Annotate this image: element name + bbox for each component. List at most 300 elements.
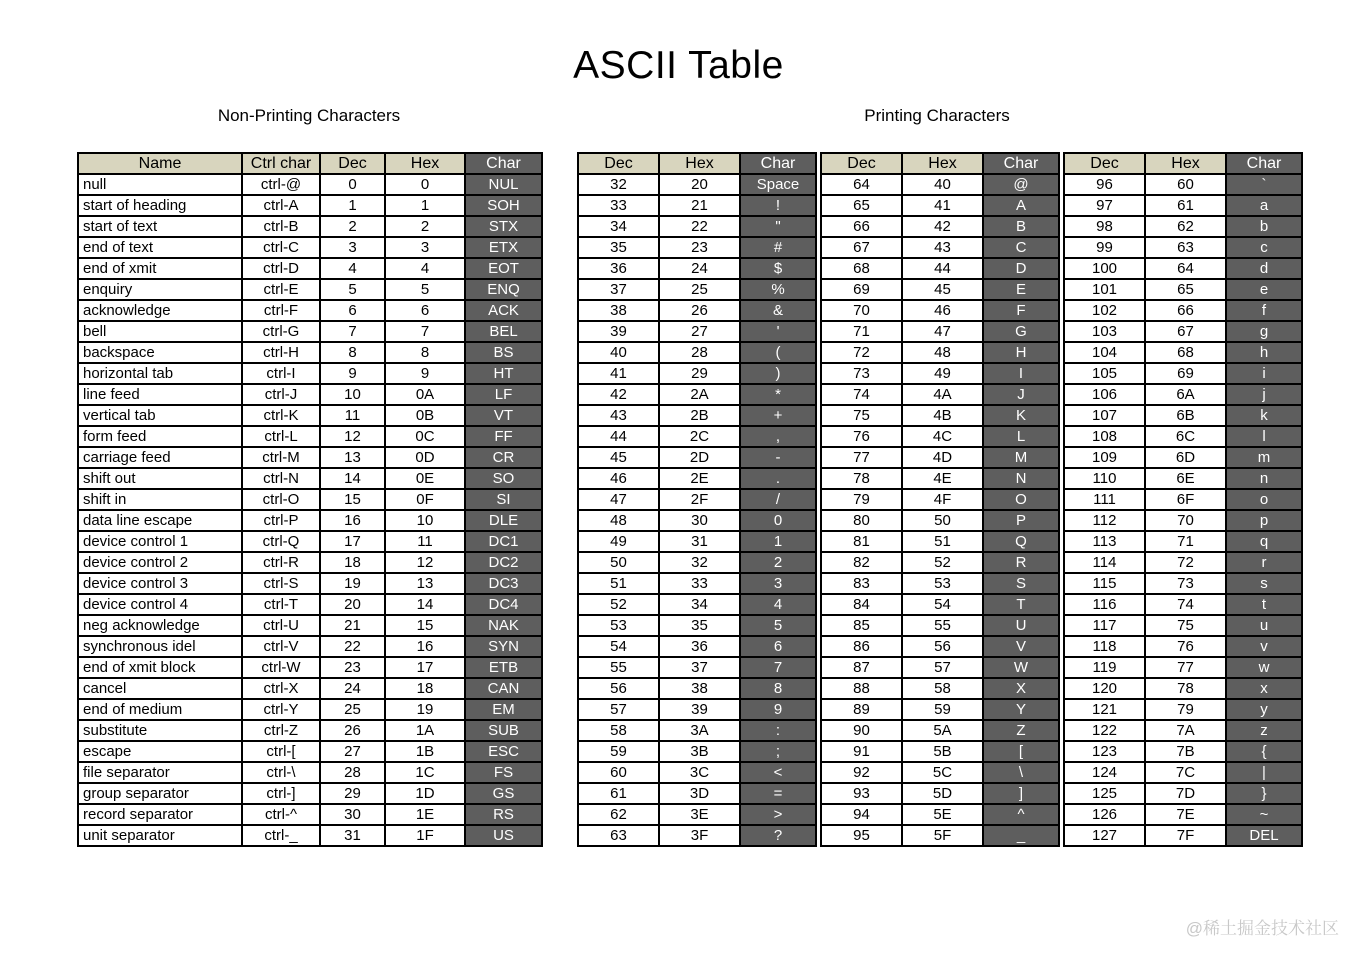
table-row (78, 783, 542, 804)
cell: 68 (1145, 342, 1226, 363)
table-row (78, 594, 542, 615)
cell: 5B (902, 741, 983, 762)
cell: 0E (385, 468, 465, 489)
char-cell: Z (983, 720, 1059, 741)
cell: 53 (902, 573, 983, 594)
cell: 58 (578, 720, 659, 741)
char-cell: SO (465, 468, 542, 489)
cell: ctrl-@ (242, 174, 320, 195)
cell: 49 (902, 363, 983, 384)
cell: 70 (821, 300, 902, 321)
cell: 0A (385, 384, 465, 405)
char-cell: v (1226, 636, 1302, 657)
cell: 60 (1145, 174, 1226, 195)
char-cell: d (1226, 258, 1302, 279)
cell: 2E (659, 468, 740, 489)
cell: 24 (320, 678, 385, 699)
cell: 104 (1064, 342, 1145, 363)
char-cell: H (983, 342, 1059, 363)
char-cell: s (1226, 573, 1302, 594)
char-cell: ! (740, 195, 816, 216)
cell: 59 (578, 741, 659, 762)
cell: ctrl-N (242, 468, 320, 489)
char-cell: { (1226, 741, 1302, 762)
cell: 23 (659, 237, 740, 258)
char-cell: ' (740, 321, 816, 342)
cell: 22 (320, 636, 385, 657)
cell: 74 (1145, 594, 1226, 615)
char-cell: Y (983, 699, 1059, 720)
table-row (821, 657, 1059, 678)
char-cell: ` (1226, 174, 1302, 195)
cell: 6 (385, 300, 465, 321)
table-row (578, 678, 816, 699)
table-row (1064, 279, 1302, 300)
char-cell: V (983, 636, 1059, 657)
table-row (78, 279, 542, 300)
char-cell: @ (983, 174, 1059, 195)
char-cell: + (740, 405, 816, 426)
column-header-char: Char (983, 153, 1059, 174)
cell: 6D (1145, 447, 1226, 468)
column-header-dec: Dec (1064, 153, 1145, 174)
cell: ctrl-X (242, 678, 320, 699)
char-cell: [ (983, 741, 1059, 762)
cell: 4D (902, 447, 983, 468)
cell: 2A (659, 384, 740, 405)
char-cell: ~ (1226, 804, 1302, 825)
char-cell: > (740, 804, 816, 825)
cell: 6C (1145, 426, 1226, 447)
table-row (821, 783, 1059, 804)
cell: backspace (78, 342, 242, 363)
cell: 32 (578, 174, 659, 195)
char-cell: SUB (465, 720, 542, 741)
cell: 1B (385, 741, 465, 762)
table-row (821, 174, 1059, 195)
cell: enquiry (78, 279, 242, 300)
cell: 43 (902, 237, 983, 258)
cell: 16 (320, 510, 385, 531)
table-row (78, 615, 542, 636)
cell: 78 (821, 468, 902, 489)
table-row (821, 384, 1059, 405)
table-row (821, 489, 1059, 510)
table-row (78, 804, 542, 825)
char-cell: m (1226, 447, 1302, 468)
cell: 4F (902, 489, 983, 510)
header-row (578, 153, 816, 174)
cell: 127 (1064, 825, 1145, 846)
cell: 25 (320, 699, 385, 720)
cell: 90 (821, 720, 902, 741)
char-cell: 3 (740, 573, 816, 594)
cell: 117 (1064, 615, 1145, 636)
cell: 81 (821, 531, 902, 552)
char-cell: VT (465, 405, 542, 426)
cell: 57 (902, 657, 983, 678)
cell: 17 (320, 531, 385, 552)
cell: 94 (821, 804, 902, 825)
cell: 58 (902, 678, 983, 699)
cell: 34 (659, 594, 740, 615)
table-row (821, 636, 1059, 657)
char-cell: DLE (465, 510, 542, 531)
char-cell: CR (465, 447, 542, 468)
cell: 116 (1064, 594, 1145, 615)
cell: 122 (1064, 720, 1145, 741)
cell: ctrl-W (242, 657, 320, 678)
cell: 38 (578, 300, 659, 321)
cell: 110 (1064, 468, 1145, 489)
cell: 119 (1064, 657, 1145, 678)
cell: 11 (320, 405, 385, 426)
cell: ctrl-H (242, 342, 320, 363)
cell: ctrl-C (242, 237, 320, 258)
table-row (1064, 363, 1302, 384)
cell: 33 (659, 573, 740, 594)
cell: 5 (385, 279, 465, 300)
cell: 25 (659, 279, 740, 300)
cell: 6A (1145, 384, 1226, 405)
table-row (578, 342, 816, 363)
char-cell: ( (740, 342, 816, 363)
cell: 39 (659, 699, 740, 720)
char-cell: j (1226, 384, 1302, 405)
cell: 5E (902, 804, 983, 825)
cell: 26 (320, 720, 385, 741)
cell: 30 (320, 804, 385, 825)
char-cell: ] (983, 783, 1059, 804)
cell: 68 (821, 258, 902, 279)
char-cell: $ (740, 258, 816, 279)
char-cell: J (983, 384, 1059, 405)
char-cell: S (983, 573, 1059, 594)
cell: 107 (1064, 405, 1145, 426)
column-header-dec: Dec (320, 153, 385, 174)
table-row (1064, 447, 1302, 468)
table-row (78, 447, 542, 468)
table-row (78, 237, 542, 258)
char-cell: . (740, 468, 816, 489)
cell: 67 (821, 237, 902, 258)
table-row (578, 447, 816, 468)
cell: 75 (1145, 615, 1226, 636)
cell: ctrl-B (242, 216, 320, 237)
cell: 48 (578, 510, 659, 531)
cell: 8 (320, 342, 385, 363)
char-cell: ? (740, 825, 816, 846)
cell: 2D (659, 447, 740, 468)
cell: cancel (78, 678, 242, 699)
cell: 15 (385, 615, 465, 636)
cell: 32 (659, 552, 740, 573)
cell: 1E (385, 804, 465, 825)
cell: 7B (1145, 741, 1226, 762)
cell: ctrl-P (242, 510, 320, 531)
cell: shift in (78, 489, 242, 510)
table-row (78, 720, 542, 741)
table-row (1064, 762, 1302, 783)
table-row (578, 258, 816, 279)
char-cell: CAN (465, 678, 542, 699)
cell: 10 (320, 384, 385, 405)
char-cell: U (983, 615, 1059, 636)
char-cell: = (740, 783, 816, 804)
cell: 31 (320, 825, 385, 846)
cell: 76 (1145, 636, 1226, 657)
cell: 0B (385, 405, 465, 426)
cell: 50 (902, 510, 983, 531)
table-row (578, 657, 816, 678)
cell: neg acknowledge (78, 615, 242, 636)
column-header-hex: Hex (902, 153, 983, 174)
char-cell: O (983, 489, 1059, 510)
cell: 55 (902, 615, 983, 636)
char-cell: DEL (1226, 825, 1302, 846)
cell: 54 (902, 594, 983, 615)
cell: 15 (320, 489, 385, 510)
cell: 41 (578, 363, 659, 384)
table-row (821, 699, 1059, 720)
cell: ctrl-D (242, 258, 320, 279)
table-row (78, 699, 542, 720)
table-row (821, 594, 1059, 615)
cell: 3F (659, 825, 740, 846)
cell: 12 (320, 426, 385, 447)
cell: 80 (821, 510, 902, 531)
cell: 77 (1145, 657, 1226, 678)
char-cell: \ (983, 762, 1059, 783)
table-row (78, 342, 542, 363)
table-row (1064, 741, 1302, 762)
cell: 28 (320, 762, 385, 783)
table-row (578, 783, 816, 804)
char-cell: # (740, 237, 816, 258)
printing-table-group-3 (1063, 152, 1303, 847)
cell: 64 (821, 174, 902, 195)
table-row (1064, 657, 1302, 678)
table-row (578, 573, 816, 594)
nonprinting-section-label: Non-Printing Characters (217, 106, 401, 125)
table-row (78, 174, 542, 195)
table-row (1064, 573, 1302, 594)
cell: 101 (1064, 279, 1145, 300)
char-cell: q (1226, 531, 1302, 552)
table-row (1064, 216, 1302, 237)
cell: 7D (1145, 783, 1226, 804)
cell: bell (78, 321, 242, 342)
table-row (78, 825, 542, 846)
char-cell: RS (465, 804, 542, 825)
char-cell: X (983, 678, 1059, 699)
cell: 19 (385, 699, 465, 720)
cell: 23 (320, 657, 385, 678)
char-cell: B (983, 216, 1059, 237)
cell: 36 (659, 636, 740, 657)
table-row (1064, 195, 1302, 216)
char-cell: x (1226, 678, 1302, 699)
cell: 1C (385, 762, 465, 783)
cell: 63 (578, 825, 659, 846)
table-row (821, 237, 1059, 258)
cell: 77 (821, 447, 902, 468)
table-row (578, 300, 816, 321)
cell: ctrl-U (242, 615, 320, 636)
cell: 55 (578, 657, 659, 678)
table-row (821, 741, 1059, 762)
cell: 10 (385, 510, 465, 531)
cell: 40 (902, 174, 983, 195)
table-row (1064, 615, 1302, 636)
table-row (78, 657, 542, 678)
char-cell: EOT (465, 258, 542, 279)
cell: 3B (659, 741, 740, 762)
cell: ctrl-M (242, 447, 320, 468)
table-row (1064, 636, 1302, 657)
cell: line feed (78, 384, 242, 405)
cell: 9 (320, 363, 385, 384)
char-cell: E (983, 279, 1059, 300)
cell: end of xmit block (78, 657, 242, 678)
table-row (578, 531, 816, 552)
char-cell: W (983, 657, 1059, 678)
cell: 65 (1145, 279, 1226, 300)
table-row (821, 825, 1059, 846)
cell: 71 (821, 321, 902, 342)
char-cell: 5 (740, 615, 816, 636)
cell: 54 (578, 636, 659, 657)
cell: 79 (821, 489, 902, 510)
table-row (821, 762, 1059, 783)
header-row (78, 153, 542, 174)
cell: ctrl-E (242, 279, 320, 300)
cell: 112 (1064, 510, 1145, 531)
cell: 103 (1064, 321, 1145, 342)
char-cell: Q (983, 531, 1059, 552)
table-row (821, 678, 1059, 699)
cell: end of text (78, 237, 242, 258)
table-row (1064, 804, 1302, 825)
cell: 67 (1145, 321, 1226, 342)
cell: 3D (659, 783, 740, 804)
cell: 76 (821, 426, 902, 447)
cell: 121 (1064, 699, 1145, 720)
cell: ctrl-] (242, 783, 320, 804)
cell: ctrl-V (242, 636, 320, 657)
char-cell: 8 (740, 678, 816, 699)
char-cell: h (1226, 342, 1302, 363)
cell: 20 (320, 594, 385, 615)
cell: 20 (659, 174, 740, 195)
cell: 123 (1064, 741, 1145, 762)
cell: 17 (385, 657, 465, 678)
char-cell: SOH (465, 195, 542, 216)
char-cell: LF (465, 384, 542, 405)
cell: end of medium (78, 699, 242, 720)
cell: 35 (659, 615, 740, 636)
cell: form feed (78, 426, 242, 447)
cell: 1F (385, 825, 465, 846)
table-row (578, 699, 816, 720)
char-cell: : (740, 720, 816, 741)
char-cell: & (740, 300, 816, 321)
table-row (78, 363, 542, 384)
table-row (578, 384, 816, 405)
cell: 40 (578, 342, 659, 363)
cell: 86 (821, 636, 902, 657)
char-cell: HT (465, 363, 542, 384)
cell: 0F (385, 489, 465, 510)
column-header-dec: Dec (821, 153, 902, 174)
table-row (1064, 783, 1302, 804)
cell: ctrl-[ (242, 741, 320, 762)
table-row (1064, 174, 1302, 195)
cell: 56 (578, 678, 659, 699)
table-row (821, 279, 1059, 300)
cell: 79 (1145, 699, 1226, 720)
cell: 52 (902, 552, 983, 573)
cell: 0D (385, 447, 465, 468)
cell: 22 (659, 216, 740, 237)
cell: 4B (902, 405, 983, 426)
cell: 84 (821, 594, 902, 615)
cell: 108 (1064, 426, 1145, 447)
char-cell: ACK (465, 300, 542, 321)
cell: ctrl-T (242, 594, 320, 615)
watermark: @稀土掘金技术社区 (1185, 919, 1339, 938)
cell: ctrl-L (242, 426, 320, 447)
column-header-char: Char (465, 153, 542, 174)
cell: 7F (1145, 825, 1226, 846)
cell: 4 (320, 258, 385, 279)
char-cell: SI (465, 489, 542, 510)
table-row (1064, 468, 1302, 489)
char-cell: Space (740, 174, 816, 195)
cell: 6F (1145, 489, 1226, 510)
table-row (578, 216, 816, 237)
cell: 100 (1064, 258, 1145, 279)
cell: group separator (78, 783, 242, 804)
char-cell: r (1226, 552, 1302, 573)
char-cell: A (983, 195, 1059, 216)
table-row (821, 573, 1059, 594)
cell: 89 (821, 699, 902, 720)
cell: ctrl-I (242, 363, 320, 384)
column-header-hex: Hex (385, 153, 465, 174)
table-row (578, 552, 816, 573)
cell: 7 (385, 321, 465, 342)
cell: 47 (578, 489, 659, 510)
char-cell: I (983, 363, 1059, 384)
table-row (78, 678, 542, 699)
cell: device control 1 (78, 531, 242, 552)
nonprinting-characters-table (77, 152, 543, 847)
cell: 62 (1145, 216, 1226, 237)
cell: device control 2 (78, 552, 242, 573)
table-row (578, 762, 816, 783)
char-cell: | (1226, 762, 1302, 783)
table-row (578, 825, 816, 846)
cell: 61 (578, 783, 659, 804)
cell: 38 (659, 678, 740, 699)
cell: ctrl-_ (242, 825, 320, 846)
char-cell: M (983, 447, 1059, 468)
cell: 51 (902, 531, 983, 552)
cell: 98 (1064, 216, 1145, 237)
cell: 18 (385, 678, 465, 699)
cell: 24 (659, 258, 740, 279)
